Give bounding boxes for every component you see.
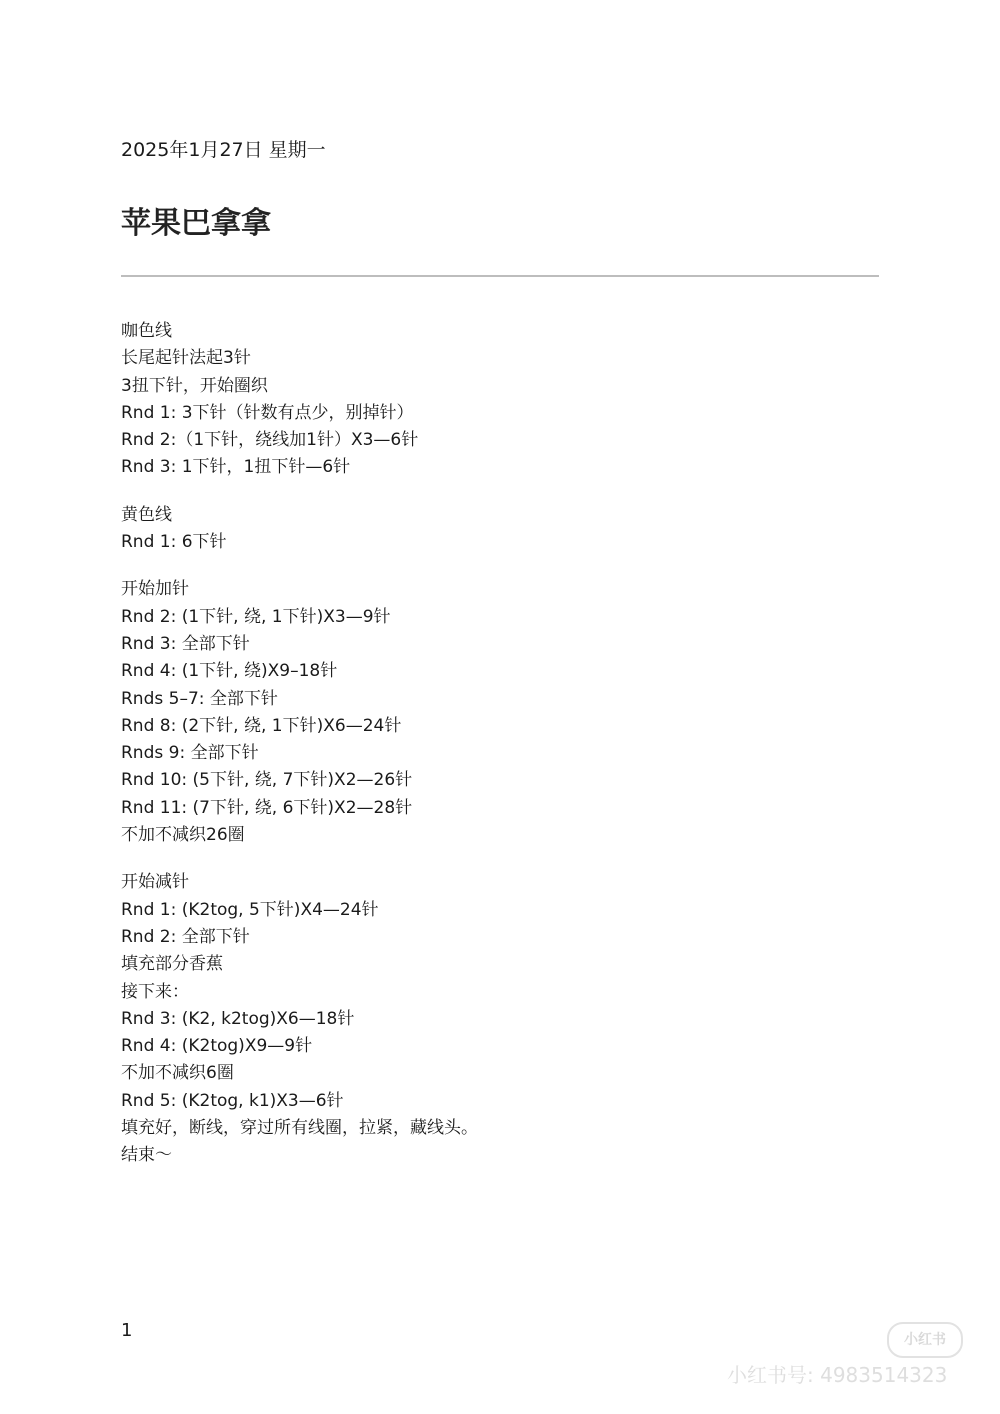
instruction-line: 填充部分香蕉 xyxy=(121,954,223,975)
instruction-line: 长尾起针法起3针 xyxy=(121,348,251,369)
instruction-line: Rnd 2: (1下针, 绕, 1下针)X3—9针 xyxy=(121,606,391,627)
instruction-line: 不加不减织26圈 xyxy=(121,825,245,846)
instruction-line: Rnd 4: (K2tog)X9—9针 xyxy=(121,1036,313,1057)
instruction-line: Rnd 1: (K2tog, 5下针)X4—24针 xyxy=(121,899,379,920)
watermark-logo: 小红书 xyxy=(887,1322,963,1358)
section-heading: 开始减针 xyxy=(121,872,189,893)
document-title: 苹果巴拿拿 xyxy=(121,206,271,241)
instruction-line: Rnd 5: (K2tog, k1)X3—6针 xyxy=(121,1090,344,1111)
document-date: 2025年1月27日 星期一 xyxy=(121,139,326,161)
instruction-line: Rnd 3: 全部下针 xyxy=(121,633,250,654)
title-divider xyxy=(121,275,879,277)
section-heading: 开始加针 xyxy=(121,579,189,600)
instruction-line: Rnd 1: 6下针 xyxy=(121,532,227,553)
section-brown-yarn xyxy=(121,318,881,482)
page-number: 1 xyxy=(121,1320,133,1341)
instruction-line: Rnd 10: (5下针, 绕, 7下针)X2—26针 xyxy=(121,770,413,791)
pattern-content xyxy=(121,318,881,1190)
instruction-line: 3扭下针，开始圈织 xyxy=(121,375,268,396)
instruction-line: 接下来： xyxy=(121,981,189,1002)
instruction-line: Rnd 3: 1下针，1扭下针—6针 xyxy=(121,457,351,478)
instruction-line: 填充好，断线，穿过所有线圈，拉紧，藏线头。 xyxy=(121,1118,478,1139)
section-heading: 黄色线 xyxy=(121,504,172,525)
instruction-line: 不加不减织6圈 xyxy=(121,1063,234,1084)
instruction-line: Rnd 4: (1下针, 绕)X9–18针 xyxy=(121,661,338,682)
instruction-line: Rnd 1: 3下针（针数有点少，别掉针） xyxy=(121,402,414,423)
instruction-line: Rnds 9: 全部下针 xyxy=(121,743,259,764)
instruction-line: 结束～ xyxy=(121,1145,172,1166)
instruction-line: Rnd 2:（1下针，绕线加1针）X3—6针 xyxy=(121,430,419,451)
instruction-line: Rnds 5–7: 全部下针 xyxy=(121,688,278,709)
watermark-text: 小红书号: 4983514323 xyxy=(727,1363,948,1387)
instruction-line: Rnd 8: (2下针, 绕, 1下针)X6—24针 xyxy=(121,715,402,736)
instruction-line: Rnd 3: (K2, k2tog)X6—18针 xyxy=(121,1008,355,1029)
section-increase xyxy=(121,576,881,849)
section-yellow-yarn xyxy=(121,502,881,557)
instruction-line: Rnd 2: 全部下针 xyxy=(121,926,250,947)
instruction-line: Rnd 11: (7下针, 绕, 6下针)X2—28针 xyxy=(121,797,413,818)
section-decrease xyxy=(121,869,881,1169)
section-heading: 咖色线 xyxy=(121,321,172,341)
